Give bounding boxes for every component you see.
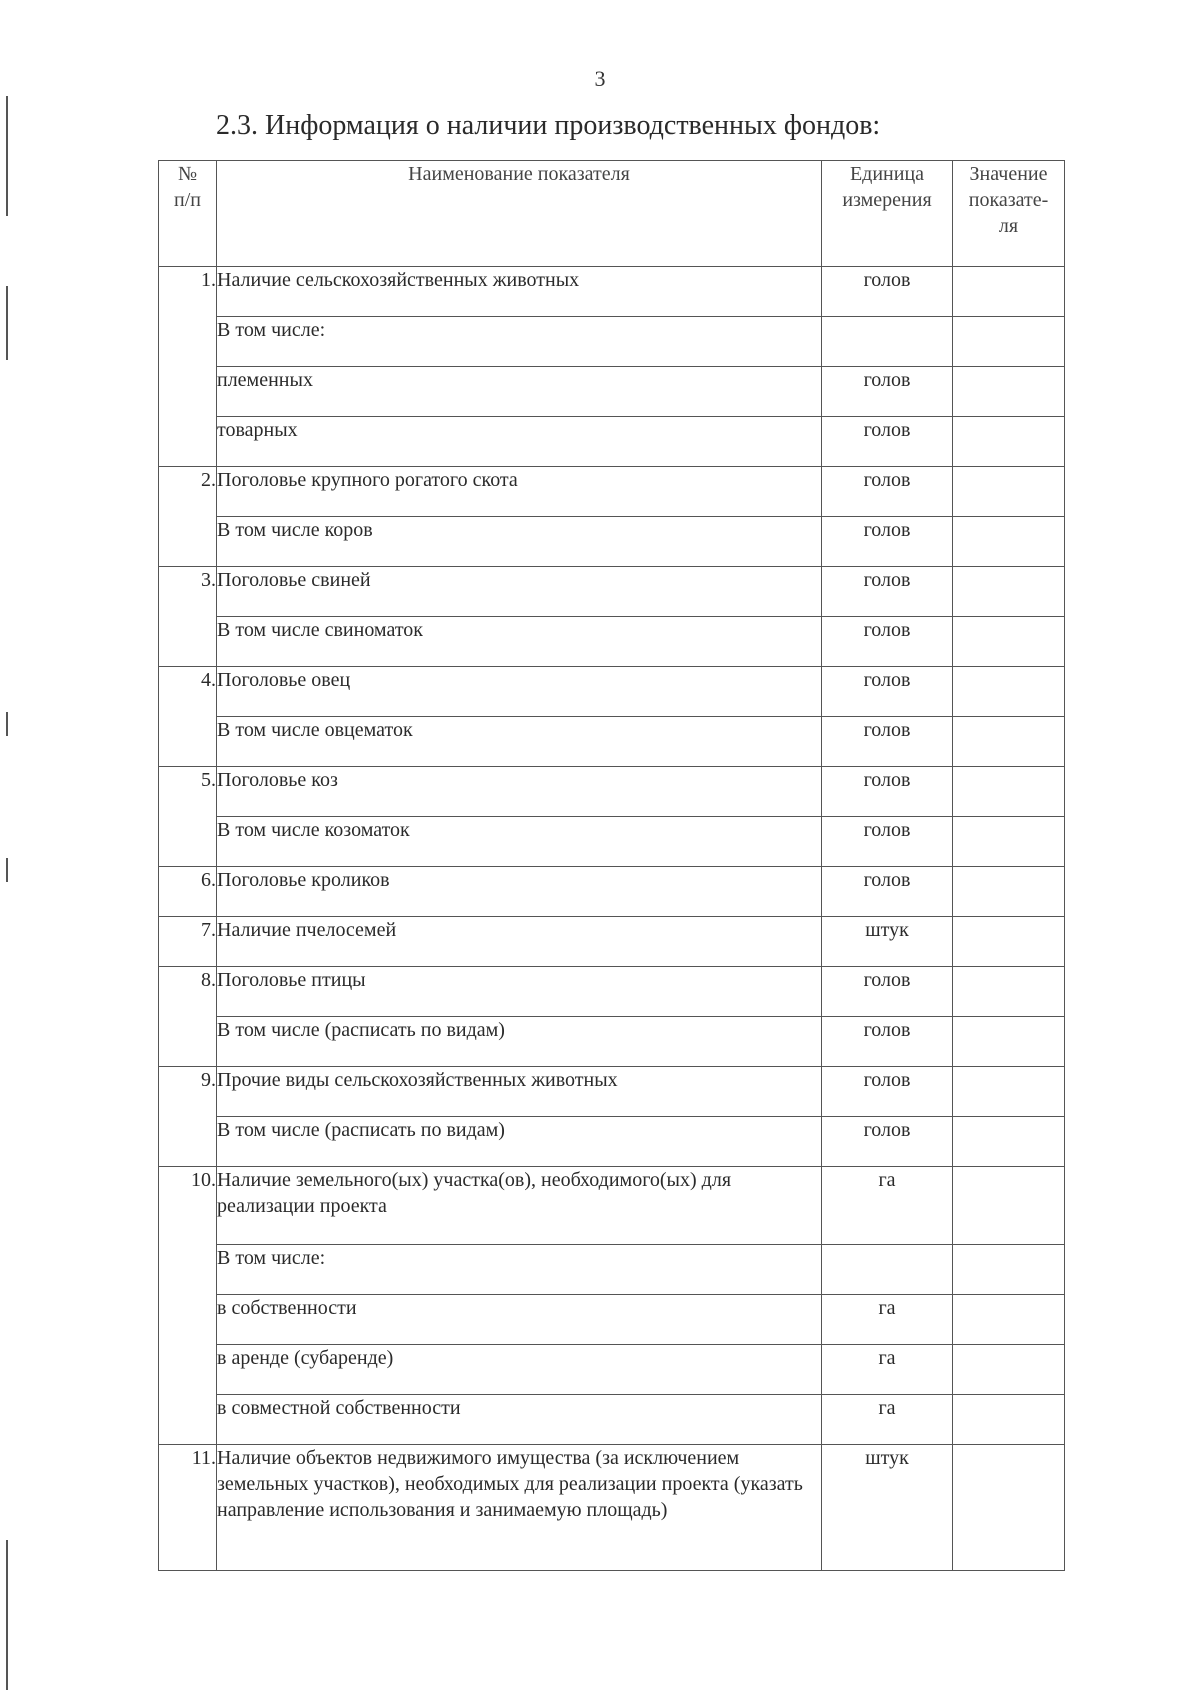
indicator-name: в собственности (217, 1295, 822, 1345)
indicators-table (158, 160, 1065, 1571)
unit-cell: га (822, 1345, 953, 1395)
unit-cell: голов (822, 1017, 953, 1067)
unit-cell: голов (822, 1117, 953, 1167)
indicator-name: в аренде (субаренде) (217, 1345, 822, 1395)
table-row (159, 1445, 1065, 1571)
indicator-name: В том числе козоматок (217, 817, 822, 867)
table-row (159, 617, 1065, 667)
indicator-name: В том числе: (217, 317, 822, 367)
table-row (159, 417, 1065, 467)
table-row (159, 817, 1065, 867)
row-number: 1. (159, 267, 217, 467)
table-row (159, 1117, 1065, 1167)
header-number-line2: п/п (174, 189, 201, 211)
table-body (159, 267, 1065, 1571)
scan-edge-mark (6, 1540, 8, 1690)
table-row (159, 367, 1065, 417)
unit-cell: штук (822, 917, 953, 967)
indicator-name: В том числе (расписать по видам) (217, 1117, 822, 1167)
table-row (159, 267, 1065, 317)
indicator-name: Наличие пчелосемей (217, 917, 822, 967)
indicator-name: Поголовье свиней (217, 567, 822, 617)
table-row (159, 467, 1065, 517)
value-cell[interactable] (953, 1067, 1065, 1117)
table-row (159, 1345, 1065, 1395)
unit-cell (822, 317, 953, 367)
unit-cell: голов (822, 967, 953, 1017)
unit-cell: га (822, 1395, 953, 1445)
unit-cell: га (822, 1295, 953, 1345)
indicator-name: в совместной собственности (217, 1395, 822, 1445)
header-number-line1: № (177, 163, 198, 185)
indicator-name: Наличие объектов недвижимого имущества (за исключением земельных участков), необходимых для реализации проекта (указать направление использования и занимаемую площадь) (217, 1445, 822, 1571)
indicator-name: Поголовье кроликов (217, 867, 822, 917)
value-cell[interactable] (953, 467, 1065, 517)
row-number: 9. (159, 1067, 217, 1167)
indicator-name: товарных (217, 417, 822, 467)
indicator-name: В том числе коров (217, 517, 822, 567)
unit-cell: голов (822, 617, 953, 667)
row-number: 10. (159, 1167, 217, 1445)
unit-cell: голов (822, 867, 953, 917)
header-unit (822, 161, 953, 267)
table-row (159, 317, 1065, 367)
value-cell[interactable] (953, 817, 1065, 867)
value-cell[interactable] (953, 417, 1065, 467)
unit-cell: голов (822, 417, 953, 467)
header-unit-line1: Единица (849, 163, 925, 185)
unit-cell: голов (822, 267, 953, 317)
scan-edge-mark (6, 286, 8, 360)
table-row (159, 717, 1065, 767)
indicator-name: В том числе (расписать по видам) (217, 1017, 822, 1067)
unit-cell: голов (822, 817, 953, 867)
table-row (159, 567, 1065, 617)
indicator-name: Поголовье коз (217, 767, 822, 817)
row-number: 8. (159, 967, 217, 1067)
scan-edge-mark (6, 96, 8, 216)
value-cell[interactable] (953, 567, 1065, 617)
table-row (159, 1067, 1065, 1117)
header-value-line3: ля (998, 215, 1019, 237)
value-cell[interactable] (953, 1445, 1065, 1571)
value-cell[interactable] (953, 317, 1065, 367)
unit-cell: голов (822, 717, 953, 767)
table-row (159, 517, 1065, 567)
value-cell[interactable] (953, 717, 1065, 767)
header-unit-line2: измерения (842, 189, 932, 211)
indicator-name: Наличие земельного(ых) участка(ов), необходимого(ых) для реализации проекта (217, 1167, 822, 1245)
value-cell[interactable] (953, 867, 1065, 917)
value-cell[interactable] (953, 667, 1065, 717)
value-cell[interactable] (953, 767, 1065, 817)
indicator-name: В том числе: (217, 1245, 822, 1295)
table-row (159, 667, 1065, 717)
table-row (159, 767, 1065, 817)
row-number: 6. (159, 867, 217, 917)
unit-cell: га (822, 1167, 953, 1245)
scan-edge-mark (6, 858, 8, 882)
table-row (159, 1395, 1065, 1445)
indicator-name: Наличие сельскохозяйственных животных (217, 267, 822, 317)
value-cell[interactable] (953, 517, 1065, 567)
header-value (953, 161, 1065, 267)
table-row (159, 967, 1065, 1017)
header-number (159, 161, 217, 267)
section-title: 2.3. Информация о наличии производственных фондов: (216, 110, 881, 141)
value-cell[interactable] (953, 1395, 1065, 1445)
unit-cell: голов (822, 467, 953, 517)
value-cell[interactable] (953, 1017, 1065, 1067)
header-value-line1: Значение (969, 163, 1048, 185)
value-cell[interactable] (953, 1117, 1065, 1167)
indicator-name: Поголовье птицы (217, 967, 822, 1017)
row-number: 4. (159, 667, 217, 767)
indicator-name: Поголовье крупного рогатого скота (217, 467, 822, 517)
indicator-name: Прочие виды сельскохозяйственных животных (217, 1067, 822, 1117)
table-row (159, 1017, 1065, 1067)
table-row (159, 1245, 1065, 1295)
unit-cell: голов (822, 667, 953, 717)
row-number: 2. (159, 467, 217, 567)
unit-cell: голов (822, 1067, 953, 1117)
row-number: 11. (159, 1445, 217, 1571)
indicator-name: В том числе свиноматок (217, 617, 822, 667)
value-cell[interactable] (953, 967, 1065, 1017)
value-cell[interactable] (953, 617, 1065, 667)
table-row (159, 1295, 1065, 1345)
unit-cell: голов (822, 517, 953, 567)
indicator-name: племенных (217, 367, 822, 417)
unit-cell: штук (822, 1445, 953, 1571)
value-cell[interactable] (953, 367, 1065, 417)
value-cell[interactable] (953, 917, 1065, 967)
row-number: 5. (159, 767, 217, 867)
value-cell[interactable] (953, 1295, 1065, 1345)
table-row (159, 917, 1065, 967)
value-cell[interactable] (953, 1167, 1065, 1245)
value-cell[interactable] (953, 1345, 1065, 1395)
indicator-name: В том числе овцематок (217, 717, 822, 767)
row-number: 7. (159, 917, 217, 967)
page-number: 3 (594, 66, 606, 91)
value-cell[interactable] (953, 1245, 1065, 1295)
table-header-row (159, 161, 1065, 267)
scan-edge-mark (6, 712, 8, 736)
header-value-line2: показате- (968, 189, 1049, 211)
table-row (159, 1167, 1065, 1245)
unit-cell: голов (822, 767, 953, 817)
row-number: 3. (159, 567, 217, 667)
indicator-name: Поголовье овец (217, 667, 822, 717)
header-name: Наименование показателя (217, 161, 822, 267)
unit-cell: голов (822, 367, 953, 417)
unit-cell (822, 1245, 953, 1295)
value-cell[interactable] (953, 267, 1065, 317)
table-row (159, 867, 1065, 917)
unit-cell: голов (822, 567, 953, 617)
